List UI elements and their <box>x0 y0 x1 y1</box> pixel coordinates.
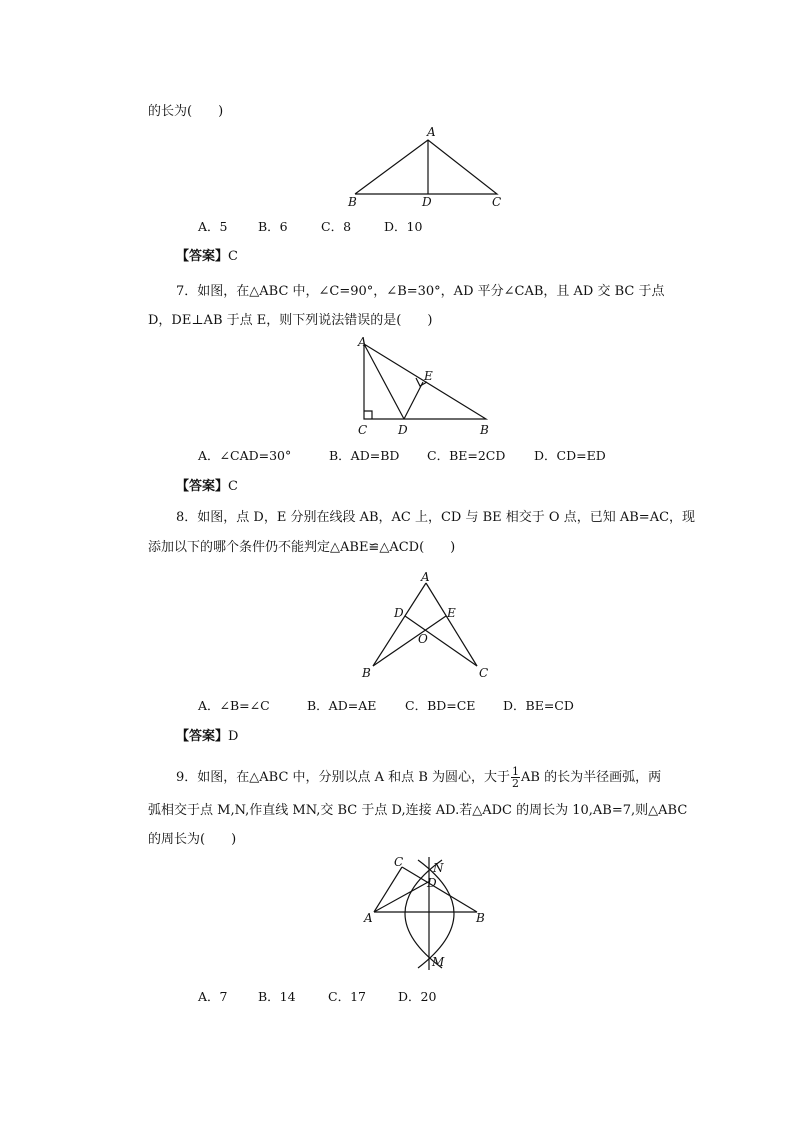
q8-stem-line1: 8．如图，点 D，E 分别在线段 AB，AC 上，CD 与 BE 相交于 O 点，已知 AB=AC，现 <box>176 510 696 525</box>
q9-stem-line1 <box>176 766 661 789</box>
q9-option-d: D．20 <box>398 989 437 1004</box>
q6-triangle <box>355 140 497 194</box>
q9-stem-line1-b: AB 的长为半径画弧，两 <box>521 770 662 785</box>
q6-option-b: B．6 <box>258 219 288 234</box>
q6-option-a: A．5 <box>198 219 228 234</box>
q8-option-b: B．AD=AE <box>307 698 377 713</box>
q7-label-b: B <box>480 423 489 437</box>
q7-stem-line1: 7．如图，在△ABC 中，∠C=90°，∠B=30°，AD 平分∠CAB，且 AD 交 BC 于点 <box>176 284 665 299</box>
q7-option-a: A．∠CAD=30° <box>198 448 292 463</box>
q6-answer-value: C <box>228 249 238 264</box>
q7-answer-tag: 【答案】 <box>176 479 229 494</box>
q7-option-c: C．BE=2CD <box>427 448 506 463</box>
q7-right-angle-c <box>364 411 372 419</box>
q9-stem-line2: 弧相交于点 M,N,作直线 MN,交 BC 于点 D,连接 AD.若△ADC 的周长为 10,AB=7,则△ABC <box>148 803 688 818</box>
q8-segment-be <box>373 616 446 666</box>
q7-label-d: D <box>398 423 408 437</box>
q9-label-n: N <box>433 861 444 875</box>
q9-option-b: B．14 <box>258 989 296 1004</box>
q9-stem-line1-a: 9．如图，在△ABC 中，分别以点 A 和点 B 为圆心，大于 <box>176 770 511 785</box>
q9-figure <box>0 850 794 980</box>
q8-answer <box>176 728 238 746</box>
q6-label-b: B <box>348 195 357 209</box>
q9-label-a: A <box>364 911 373 925</box>
q9-segment-ad <box>374 881 430 912</box>
q6-label-a: A <box>427 125 436 139</box>
q7-option-d: D．CD=ED <box>534 448 606 463</box>
q8-figure <box>0 565 794 695</box>
q9-options <box>198 988 436 1006</box>
q8-label-a: A <box>421 570 430 584</box>
q6-option-d: D．10 <box>384 219 423 234</box>
q6-options <box>198 218 422 236</box>
q7-label-e: E <box>424 369 433 383</box>
q9-option-a: A．7 <box>198 989 228 1004</box>
q8-options <box>198 697 574 715</box>
q7-options <box>198 447 606 465</box>
q8-option-d: D．BE=CD <box>503 698 574 713</box>
q9-label-b: B <box>476 911 485 925</box>
q8-label-o: O <box>418 632 428 646</box>
q9-side-ac <box>374 867 402 912</box>
q9-label-c: C <box>394 855 404 869</box>
q9-stem-line3: 的周长为( ) <box>148 832 237 847</box>
q6-stem-tail: 的长为( ) <box>148 104 224 119</box>
q9-fraction-denominator: 2 <box>512 777 520 790</box>
q6-answer <box>176 248 238 266</box>
q9-fraction-half <box>511 766 520 789</box>
q9-label-m: M <box>432 955 445 969</box>
q8-option-a: A．∠B=∠C <box>198 698 270 713</box>
q7-label-a: A <box>358 335 367 349</box>
q8-label-e: E <box>447 606 456 620</box>
q9-fraction-numerator: 1 <box>512 765 520 778</box>
q6-label-d: D <box>422 195 432 209</box>
q7-option-b: B．AD=BD <box>329 448 400 463</box>
q7-bisector-ad <box>364 344 404 419</box>
q8-answer-tag: 【答案】 <box>176 729 229 744</box>
q8-label-d: D <box>394 606 404 620</box>
q8-segment-cd <box>405 616 477 666</box>
q8-answer-value: D <box>228 729 239 744</box>
q9-option-c: C．17 <box>328 989 366 1004</box>
q7-answer-value: C <box>228 479 238 494</box>
q7-perpendicular-de <box>404 382 423 419</box>
q6-answer-tag: 【答案】 <box>176 249 229 264</box>
q6-option-c: C．8 <box>321 219 352 234</box>
q8-label-b: B <box>362 666 371 680</box>
q7-answer <box>176 478 238 496</box>
q7-stem-line2: D，DE⊥AB 于点 E，则下列说法错误的是( ) <box>148 313 433 328</box>
q9-label-d: D <box>427 876 437 890</box>
q7-figure <box>0 330 794 450</box>
q8-stem-line2: 添加以下的哪个条件仍不能判定△ABE≌△ACD( ) <box>148 540 456 555</box>
q8-option-c: C．BD=CE <box>405 698 476 713</box>
q7-label-c: C <box>358 423 368 437</box>
q8-label-c: C <box>479 666 489 680</box>
q6-label-c: C <box>492 195 502 209</box>
